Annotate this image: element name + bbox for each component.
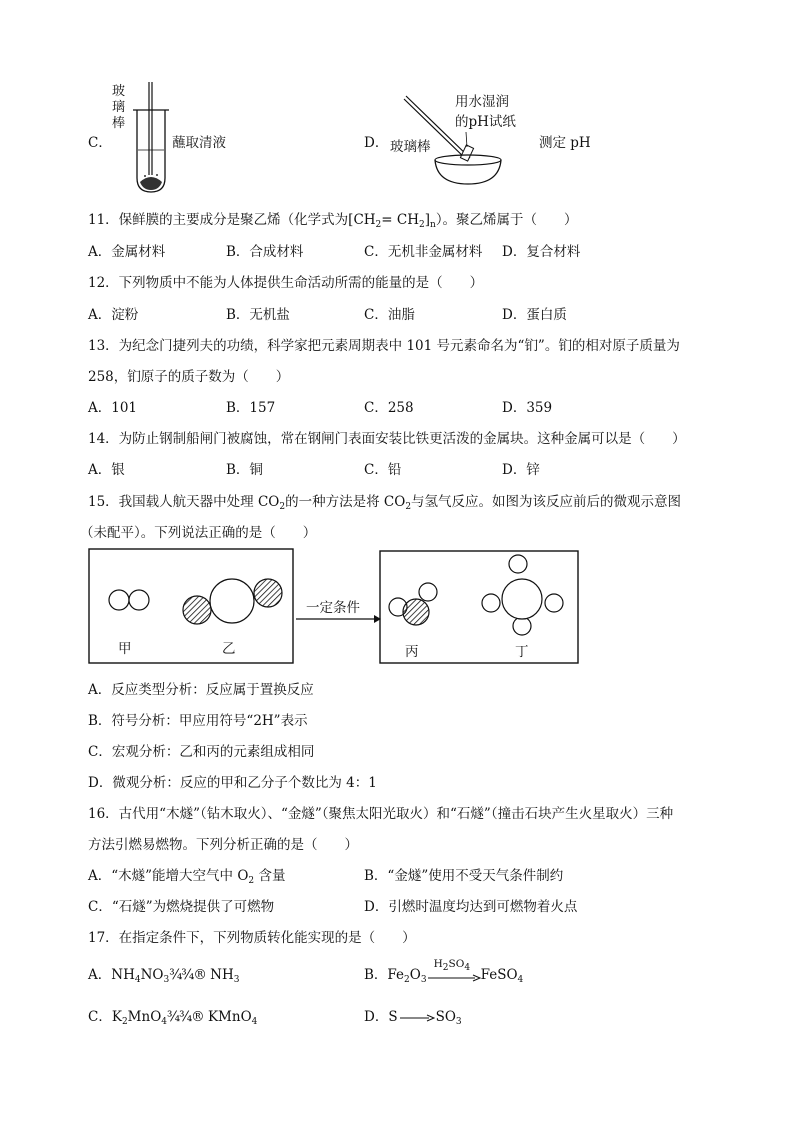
q10-option-d-rod-label: 玻璃棒 bbox=[390, 139, 431, 155]
q10-option-c-caption: 蘸取清液 bbox=[172, 135, 226, 151]
q17-d-arrow-icon bbox=[400, 1015, 434, 1021]
q13-option-c: C．258 bbox=[364, 400, 414, 416]
q17-option-a: A．$NH_4NO_3\frac{3}{4}\frac{3}{4}®$ $NH_3$ bbox=[88, 967, 240, 985]
q10-option-c-rod-label-2: 璃 bbox=[112, 100, 126, 115]
q13-option-d: D．359 bbox=[502, 400, 553, 416]
q16-option-d: D．引燃时温度均达到可燃物着火点 bbox=[364, 899, 578, 915]
test-tube-with-rod-illustration bbox=[125, 80, 175, 195]
q17-b-arrow-icon bbox=[428, 975, 480, 981]
q15-stem-line-1: 15．我国载人航天器中处理 $CO_2$的一种方法是将 $CO_2$与氢气反应。如图为该反应前后的微观示意图 bbox=[88, 494, 682, 512]
q14-stem: 14．为防止钢制船闸门被腐蚀，常在钢闸门表面安装比铁更活泼的金属块。这种金属可以是（ ） bbox=[88, 431, 686, 447]
q15-option-a: A．反应类型分析：反应属于置换反应 bbox=[88, 682, 314, 698]
q13-option-b: B．157 bbox=[226, 400, 276, 416]
q14-option-c: C．铅 bbox=[364, 462, 402, 478]
q17-b-reaction-arrow bbox=[428, 957, 480, 983]
q12-option-b: B．无机盐 bbox=[226, 307, 290, 323]
q10-option-c-letter: C． bbox=[88, 135, 112, 151]
q16-stem-line-2: 方法引燃易燃物。下列分析正确的是（ ） bbox=[88, 837, 358, 853]
q10-option-d-paper-label-1: 用水湿润 bbox=[455, 94, 509, 110]
q11-option-b: B．合成材料 bbox=[226, 244, 304, 260]
diagram-arrow-label: 一定条件 bbox=[306, 600, 360, 616]
q13-option-a: A．101 bbox=[88, 400, 138, 416]
ph-test-dish-illustration bbox=[400, 92, 510, 187]
q10-option-c-rod-label-1: 玻 bbox=[112, 84, 126, 99]
q12-option-d: D．蛋白质 bbox=[502, 307, 567, 323]
q11-option-a: A．金属材料 bbox=[88, 244, 166, 260]
q17-b-condition: $H_2SO_4$ bbox=[433, 957, 471, 973]
q11-option-c: C．无机非金属材料 bbox=[364, 244, 483, 260]
q17-stem: 17．在指定条件下，下列物质转化能实现的是（ ） bbox=[88, 930, 416, 946]
q16-option-b: B．“金燧”使用不受天气条件制约 bbox=[364, 868, 564, 884]
q14-option-b: B．铜 bbox=[226, 462, 263, 478]
q12-option-c: C．油脂 bbox=[364, 307, 415, 323]
q14-option-a: A．银 bbox=[88, 462, 125, 478]
q17-option-c: C．$K_2MnO_4\frac{3}{4}\frac{3}{4}®$ KMnO$_4$ bbox=[88, 1009, 258, 1027]
q16-option-c: C．“石燧”为燃烧提供了可燃物 bbox=[88, 899, 275, 915]
q14-option-d: D．锌 bbox=[502, 462, 540, 478]
diagram-label-bing: 丙 bbox=[405, 644, 419, 660]
q16-option-a: A．“木燧”能增大空气中 $O_2$ 含量 bbox=[88, 868, 286, 886]
q17-d-reaction-arrow bbox=[400, 1013, 434, 1023]
q13-stem-line-2: 258，钔原子的质子数为（ ） bbox=[88, 369, 290, 385]
q15-option-b: B．符号分析：甲应用符号“2H”表示 bbox=[88, 713, 308, 729]
q12-stem: 12．下列物质中不能为人体提供生命活动所需的能量的是（ ） bbox=[88, 275, 484, 291]
diagram-label-jia: 甲 bbox=[118, 641, 132, 657]
q17-option-b: B．$Fe_2O_3$ $H_2SO_4$ FeSO$_4$ bbox=[364, 957, 524, 985]
q11-option-d: D．复合材料 bbox=[502, 244, 581, 260]
diagram-label-ding: 丁 bbox=[515, 644, 529, 660]
q13-stem-line-1: 13．为纪念门捷列夫的功绩，科学家把元素周期表中 101 号元素命名为“钔”。钔的相对原子质量为 bbox=[88, 338, 680, 354]
q10-option-d-caption: 测定 pH bbox=[539, 135, 591, 151]
q16-stem-line-1: 16．古代用“木燧”（钻木取火）、“金燧”（聚焦太阳光取火）和“石燧”（撞击石块产生火星取火）三种 bbox=[88, 806, 674, 822]
q12-option-a: A．淀粉 bbox=[88, 307, 139, 323]
q10-option-d-letter: D． bbox=[364, 135, 389, 151]
q15-option-c: C．宏观分析：乙和丙的元素组成相同 bbox=[88, 744, 315, 760]
diagram-label-yi: 乙 bbox=[222, 641, 236, 657]
q10-option-c-rod-label-3: 棒 bbox=[112, 116, 126, 131]
q15-option-d: D．微观分析：反应的甲和乙分子个数比为 4：1 bbox=[88, 775, 377, 791]
q17-option-d: D．S $SO_3$ bbox=[364, 1009, 462, 1027]
q15-stem-line-2: （未配平）。下列说法正确的是（ ） bbox=[80, 525, 317, 541]
q11-stem: 11．保鲜膜的主要成分是聚乙烯（化学式为$[CH_2= CH_2]_n$）。聚乙烯属于（ ） bbox=[88, 212, 578, 230]
q10-option-d-paper-label-2: 的pH试纸 bbox=[455, 114, 516, 130]
